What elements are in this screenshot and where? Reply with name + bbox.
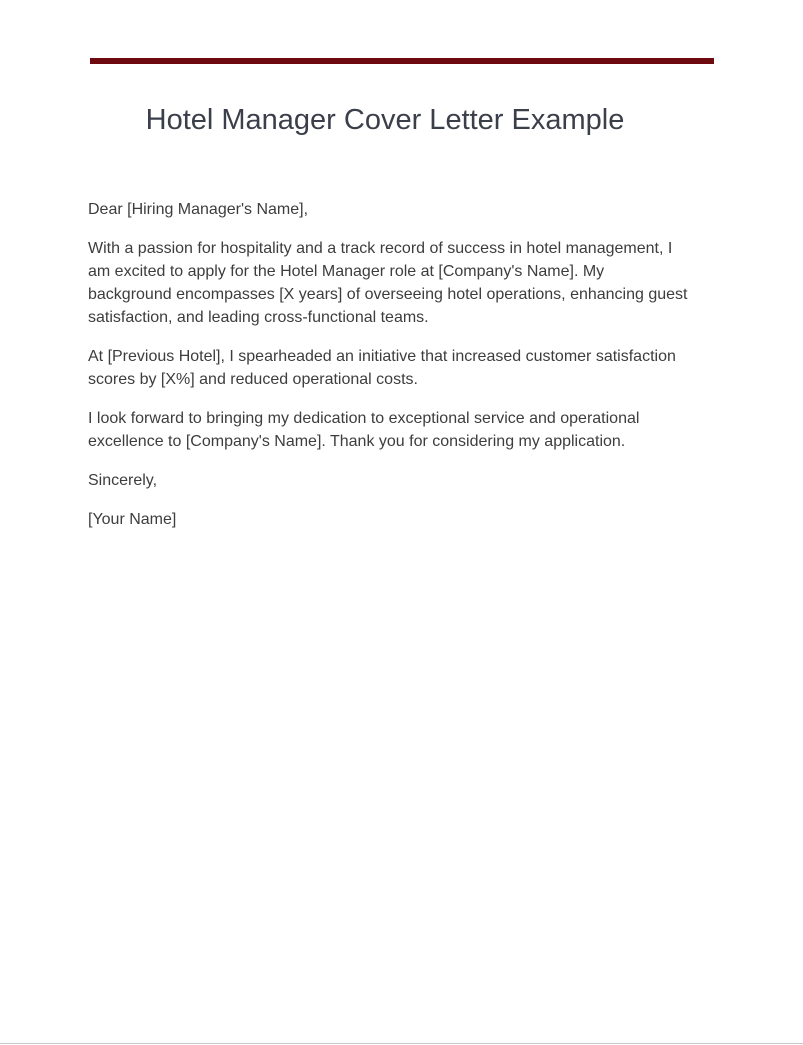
paragraph-intro: With a passion for hospitality and a track record of success in hotel management, I am excited to apply for the Hotel Manager role at [Company's Name]. My background encompasses [X years] of overseeing hotel operations, enhancing guest satisfaction, and leading cross-functional teams. bbox=[88, 240, 688, 326]
header-accent-rule bbox=[90, 58, 714, 64]
page-bottom-divider bbox=[0, 1043, 803, 1044]
closing-line: Sincerely, bbox=[88, 472, 158, 489]
salutation: Dear [Hiring Manager's Name], bbox=[88, 201, 309, 218]
page-title: Hotel Manager Cover Letter Example bbox=[145, 104, 625, 136]
signature: [Your Name] bbox=[88, 511, 177, 528]
letter-body bbox=[88, 198, 688, 547]
paragraph-closing: I look forward to bringing my dedication to exceptional service and operational excellence to [Company's Name]. Thank you for considering my application. bbox=[88, 410, 640, 450]
paragraph-achievement: At [Previous Hotel], I spearheaded an initiative that increased customer satisfaction scores by [X%] and reduced operational costs. bbox=[88, 348, 676, 388]
